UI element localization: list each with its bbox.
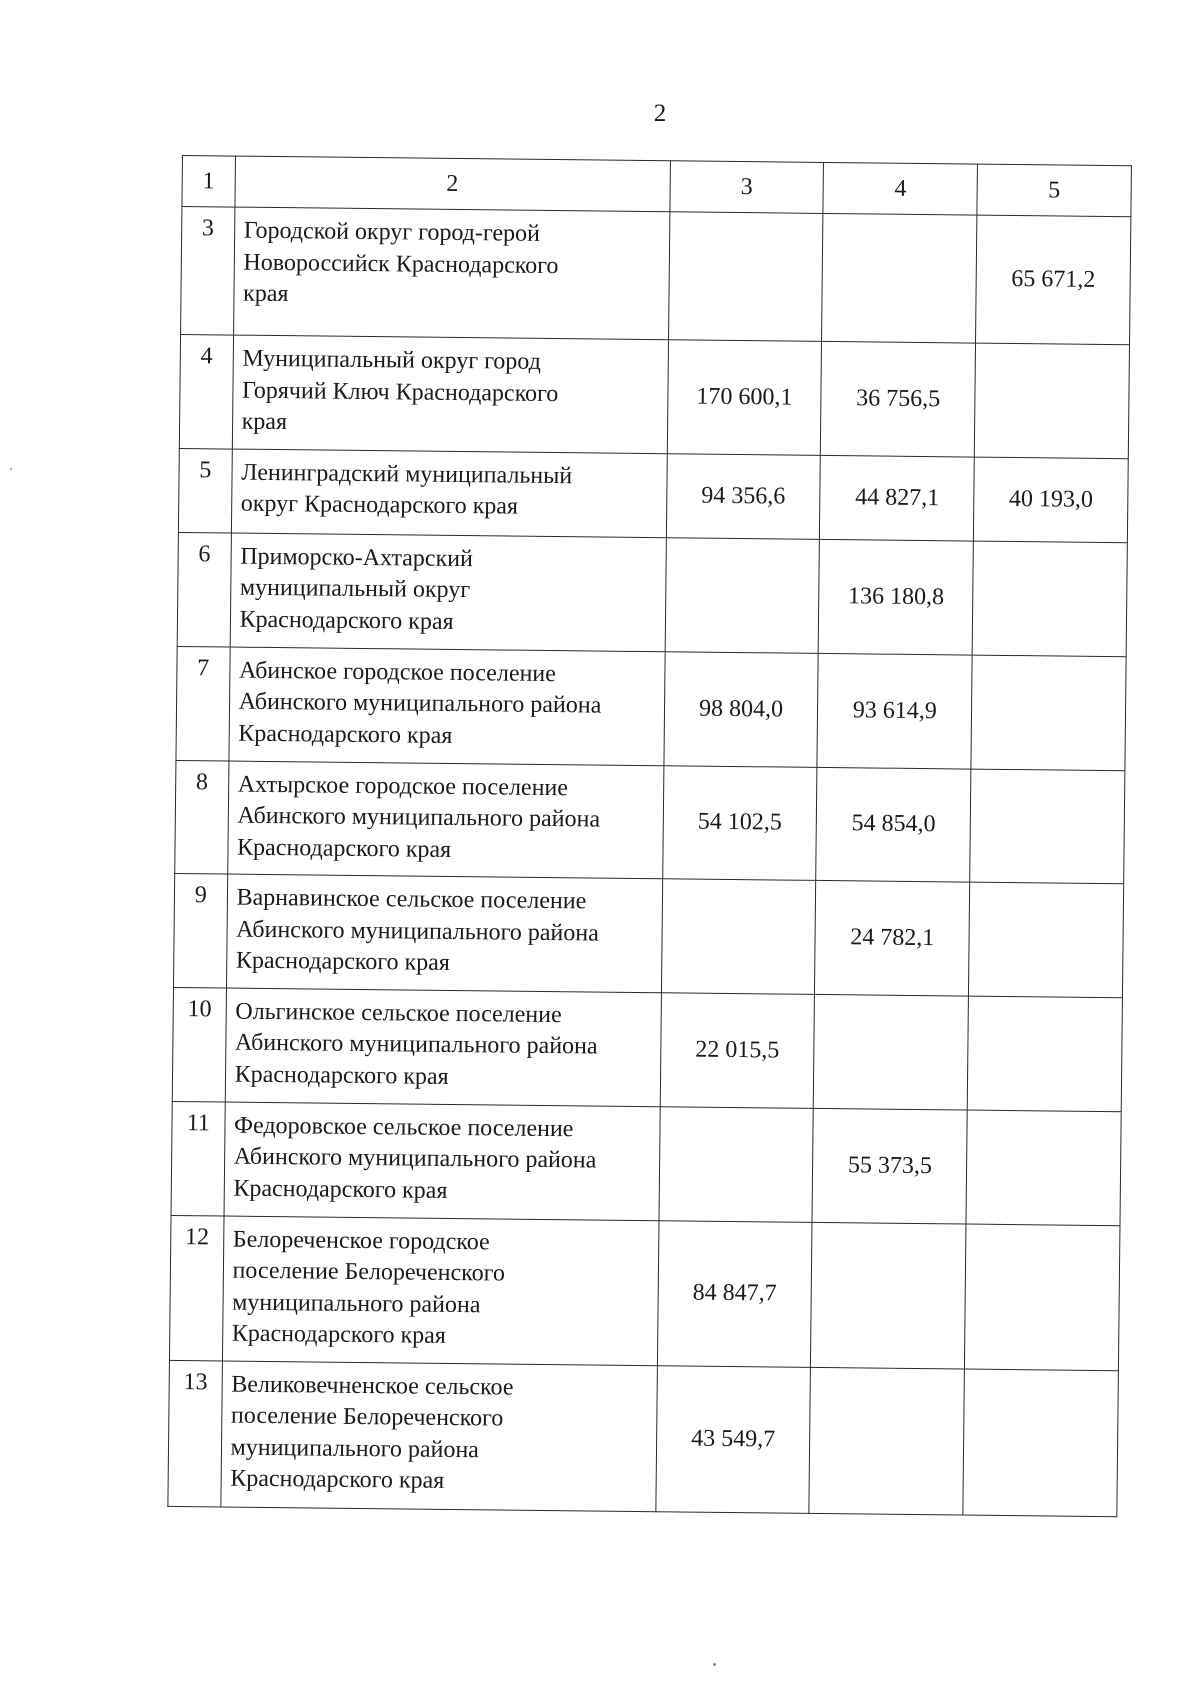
value-cell-c3 bbox=[659, 1106, 814, 1222]
name-line: муниципального района bbox=[232, 1289, 481, 1318]
value-cell-c5 bbox=[967, 996, 1122, 1112]
row-number-cell: 13 bbox=[168, 1360, 222, 1507]
value-cell-c3: 94 356,6 bbox=[666, 453, 821, 539]
row-number-cell: 6 bbox=[177, 532, 231, 647]
value-cell-c4: 55 373,5 bbox=[812, 1108, 967, 1224]
name-line: округ Краснодарского края bbox=[240, 490, 519, 520]
table-row bbox=[172, 987, 1122, 1111]
name-line: Краснодарского края bbox=[230, 1465, 445, 1494]
value-cell-c3 bbox=[665, 537, 820, 653]
table-row bbox=[175, 760, 1125, 884]
value-cell-c5 bbox=[971, 655, 1126, 771]
municipality-name-cell bbox=[229, 647, 665, 766]
name-line: Новороссийск Краснодарского bbox=[243, 249, 559, 279]
header-cell: 4 bbox=[823, 162, 977, 215]
value-cell-c5: 65 671,2 bbox=[976, 215, 1131, 345]
name-line: Горячий Ключ Краснодарского bbox=[241, 377, 559, 407]
value-cell-c4 bbox=[809, 1367, 964, 1515]
value-cell-c4: 24 782,1 bbox=[815, 880, 970, 995]
value-cell-c3 bbox=[661, 879, 816, 994]
table-row bbox=[176, 646, 1126, 770]
table-row bbox=[177, 532, 1127, 656]
value-cell-c3: 54 102,5 bbox=[662, 765, 817, 880]
municipality-name-cell bbox=[232, 335, 668, 453]
value-cell-c5 bbox=[965, 1224, 1120, 1371]
name-line: Белореченское городское bbox=[232, 1226, 490, 1255]
municipality-name-cell bbox=[231, 449, 667, 538]
name-line: муниципальный округ bbox=[239, 574, 471, 604]
row-number-cell: 5 bbox=[178, 448, 232, 533]
name-line: Абинское городское поселение bbox=[238, 657, 557, 687]
value-cell-c3: 170 600,1 bbox=[667, 340, 822, 455]
name-line: Ольгинское сельское поселение bbox=[235, 998, 562, 1028]
table-row bbox=[168, 1360, 1119, 1516]
name-line: Абинского муниципального района bbox=[237, 802, 601, 833]
municipality-name-cell bbox=[230, 533, 666, 652]
table-body bbox=[168, 156, 1132, 1517]
name-line: поселение Белореченского bbox=[230, 1402, 504, 1432]
name-line: Ленинградский муниципальный bbox=[241, 459, 573, 489]
value-cell-c4: 54 854,0 bbox=[816, 767, 971, 882]
name-line: Ахтырское городское поселение bbox=[237, 771, 569, 801]
value-cell-c5 bbox=[963, 1369, 1118, 1517]
name-line: края bbox=[242, 280, 289, 308]
value-cell-c5 bbox=[966, 1110, 1121, 1226]
municipality-name-cell bbox=[222, 1216, 659, 1366]
value-cell-c3: 84 847,7 bbox=[657, 1220, 812, 1367]
name-line: Краснодарского края bbox=[238, 720, 453, 749]
name-line: Муниципальный округ город bbox=[242, 345, 542, 375]
value-cell-c4 bbox=[814, 994, 969, 1110]
header-cell: 1 bbox=[182, 156, 235, 208]
value-cell-c4: 36 756,5 bbox=[821, 341, 976, 456]
value-cell-c4 bbox=[811, 1222, 966, 1369]
name-line: поселение Белореченского bbox=[232, 1257, 506, 1287]
municipality-name-cell bbox=[227, 761, 663, 879]
value-cell-c3: 43 549,7 bbox=[655, 1365, 810, 1513]
municipality-name-cell bbox=[226, 874, 662, 992]
table-row bbox=[173, 873, 1123, 997]
row-number-cell: 3 bbox=[181, 207, 235, 336]
header-cell: 2 bbox=[235, 156, 671, 212]
name-line: Федоровское сельское поселение bbox=[233, 1112, 574, 1142]
municipality-name-cell bbox=[224, 1102, 660, 1221]
name-line: Краснодарского края bbox=[239, 606, 454, 635]
name-line: края bbox=[241, 408, 288, 436]
name-line: Краснодарского края bbox=[234, 1061, 449, 1090]
name-line: Великовечненское сельское bbox=[231, 1371, 514, 1401]
municipality-name-cell bbox=[225, 988, 661, 1107]
value-cell-c5 bbox=[972, 541, 1127, 657]
municipality-name-cell bbox=[233, 207, 669, 340]
name-line: Краснодарского края bbox=[236, 834, 452, 863]
value-cell-c3: 98 804,0 bbox=[664, 651, 819, 767]
data-table bbox=[167, 155, 1132, 1517]
name-line: Абинского муниципального района bbox=[238, 688, 602, 719]
name-line: Краснодарского края bbox=[235, 947, 451, 976]
name-line: Краснодарского края bbox=[233, 1175, 448, 1204]
table-row bbox=[169, 1215, 1120, 1370]
page-number: 2 bbox=[653, 100, 667, 127]
table-row bbox=[179, 334, 1129, 458]
name-line: Абинского муниципального района bbox=[236, 916, 599, 947]
name-line: Абинского муниципального района bbox=[233, 1143, 597, 1174]
scan-speck bbox=[10, 468, 12, 470]
name-line: Абинского муниципального района bbox=[234, 1029, 598, 1060]
header-cell: 5 bbox=[977, 164, 1131, 217]
table-row bbox=[178, 448, 1128, 542]
value-cell-c4: 136 180,8 bbox=[819, 539, 974, 655]
value-cell-c3: 22 015,5 bbox=[660, 992, 815, 1108]
value-cell-c5: 40 193,0 bbox=[974, 457, 1129, 543]
row-number-cell: 12 bbox=[169, 1215, 223, 1361]
table-row bbox=[171, 1101, 1121, 1225]
value-cell-c5 bbox=[974, 343, 1129, 458]
value-cell-c4: 44 827,1 bbox=[820, 455, 975, 541]
row-number-cell: 9 bbox=[173, 873, 227, 987]
table-row bbox=[181, 207, 1131, 345]
row-number-cell: 4 bbox=[179, 334, 233, 448]
name-line: муниципального района bbox=[230, 1434, 480, 1463]
value-cell-c4 bbox=[822, 213, 977, 343]
row-number-cell: 8 bbox=[175, 760, 229, 874]
scan-speck bbox=[713, 1663, 716, 1666]
name-line: Приморско-Ахтарский bbox=[240, 543, 474, 572]
value-cell-c3 bbox=[668, 212, 823, 342]
name-line: Городской округ город-герой bbox=[243, 217, 541, 247]
row-number-cell: 11 bbox=[171, 1101, 225, 1216]
value-cell-c5 bbox=[970, 769, 1125, 884]
municipality-name-cell bbox=[220, 1361, 657, 1512]
name-line: Краснодарского края bbox=[231, 1320, 447, 1349]
value-cell-c5 bbox=[969, 882, 1124, 997]
row-number-cell: 7 bbox=[176, 646, 230, 761]
header-cell: 3 bbox=[670, 161, 824, 214]
row-number-cell: 10 bbox=[172, 987, 226, 1102]
value-cell-c4: 93 614,9 bbox=[817, 653, 972, 769]
name-line: Варнавинское сельское поселение bbox=[236, 884, 587, 915]
